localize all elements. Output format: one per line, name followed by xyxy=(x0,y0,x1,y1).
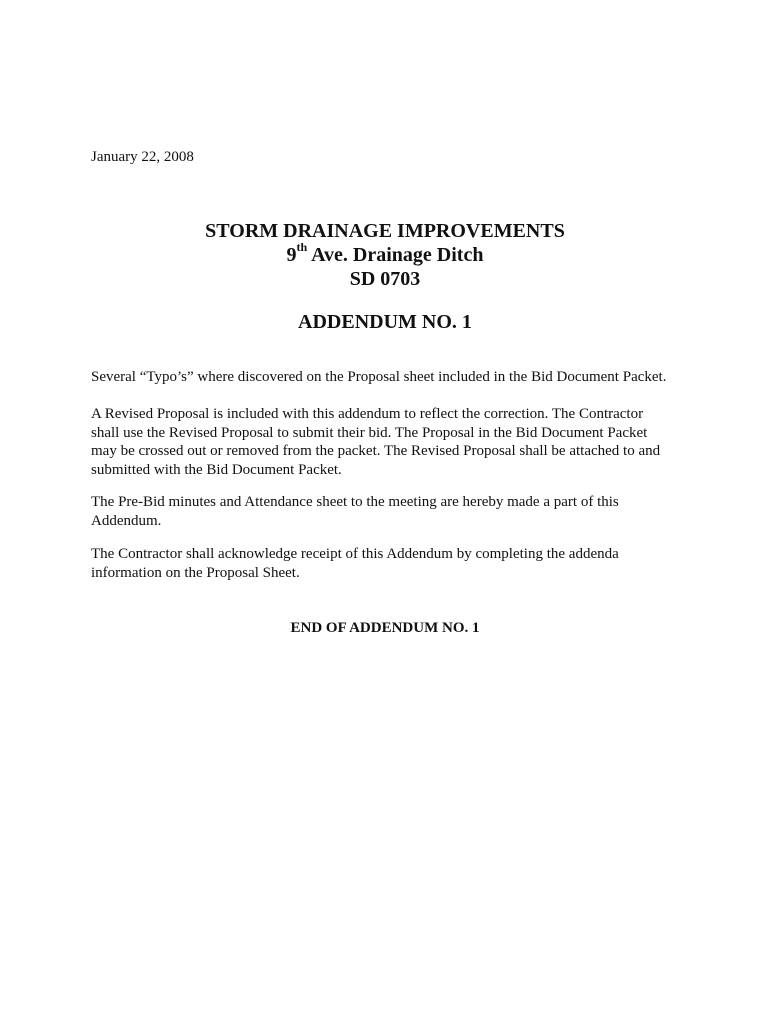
paragraph-typos xyxy=(91,368,691,387)
paragraph-revised-proposal xyxy=(91,405,691,479)
paragraph-line: may be crossed out or removed from the packet. The Revised Proposal shall be attached to and xyxy=(91,443,661,459)
addendum-heading: ADDENDUM NO. 1 xyxy=(298,311,472,333)
paragraph-line: submitted with the Bid Document Packet. xyxy=(91,461,342,478)
paragraph-line: Several “Typo’s” where discovered on the Proposal sheet included in the Bid Document Packet. xyxy=(91,369,667,385)
document-subtitle xyxy=(0,240,770,267)
paragraph-pre-bid xyxy=(91,493,691,530)
paragraph-line: shall use the Revised Proposal to submit their bid. The Proposal in the Bid Document Packet xyxy=(91,424,648,441)
paragraph-acknowledge xyxy=(91,545,691,582)
paragraph-line: information on the Proposal Sheet. xyxy=(91,564,300,581)
paragraph-line: A Revised Proposal is included with this addendum to reflect the correction. The Contractor xyxy=(91,406,644,422)
subtitle-superscript: th xyxy=(296,240,308,255)
subtitle-rest: Ave. Drainage Ditch xyxy=(307,244,484,266)
paragraph-line: The Pre-Bid minutes and Attendance sheet to the meeting are hereby made a part of this xyxy=(91,494,619,510)
subtitle-number: 9 xyxy=(286,244,297,266)
paragraph-line: Addendum. xyxy=(91,512,162,529)
project-code: SD 0703 xyxy=(349,268,421,290)
end-of-addendum: END OF ADDENDUM NO. 1 xyxy=(290,620,480,636)
document-title: STORM DRAINAGE IMPROVEMENTS xyxy=(205,220,565,242)
paragraph-line: The Contractor shall acknowledge receipt of this Addendum by completing the addenda xyxy=(91,546,619,562)
document-date: January 22, 2008 xyxy=(91,149,194,165)
